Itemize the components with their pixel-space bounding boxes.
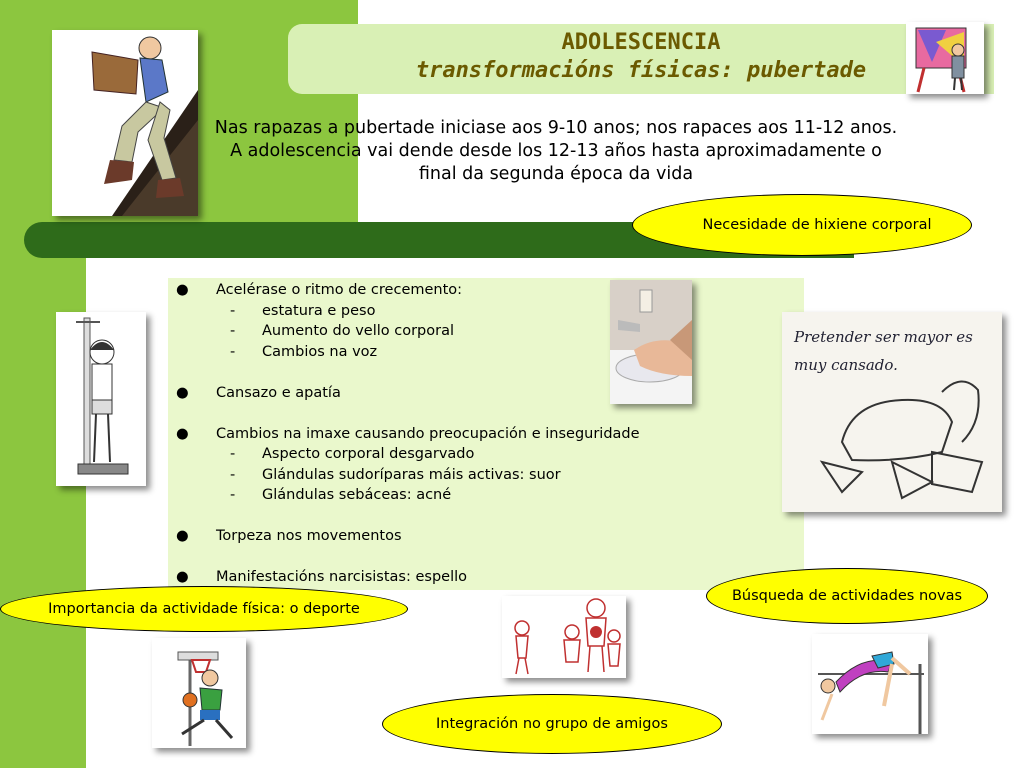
intro-line-3: final da segunda época da vida (418, 164, 694, 184)
high-jump-illustration (812, 634, 928, 734)
dash-icon: - (230, 467, 236, 483)
tired-drawing-image (782, 312, 1002, 512)
dash-icon: - (230, 303, 236, 319)
intro-text (196, 117, 916, 186)
tired-person-drawing (782, 312, 1002, 512)
drawing-caption-line1: Pretender ser mayor es (794, 328, 973, 346)
bullet-icon: ● (176, 385, 189, 401)
climber-illustration (52, 30, 198, 216)
bullet-icon: ● (176, 528, 189, 544)
handwashing-illustration (610, 280, 692, 404)
easel-illustration (906, 22, 984, 94)
basketball-player-illustration (152, 638, 246, 748)
basketball-image (152, 638, 246, 748)
height-measure-image (56, 312, 146, 486)
ellipse-activities: Búsqueda de actividades novas (706, 568, 988, 624)
page-subtitle: transformacións físicas: pubertade (415, 58, 867, 83)
handwashing-image (610, 280, 692, 404)
child-height-illustration (56, 312, 146, 486)
friends-group-image (502, 596, 626, 678)
dash-icon: - (230, 487, 236, 503)
ellipse-sport: Importancia da actividade física: o deporte (0, 586, 408, 632)
high-jump-image (812, 634, 928, 734)
ellipse-hygiene: Necesidade de hixiene corporal (632, 194, 972, 256)
bullet-icon: ● (176, 426, 189, 442)
bullet-icon: ● (176, 569, 189, 585)
drawing-caption-line2: muy cansado. (794, 356, 898, 374)
intro-line-2: A adolescencia vai dende desde los 12-13 años hasta aproximadamente o (230, 141, 882, 161)
climber-image (52, 30, 198, 216)
bullet-icon: ● (176, 282, 189, 298)
intro-line-1: Nas rapazas a pubertade iniciase aos 9-10 anos; nos rapaces aos 11-12 anos. (214, 118, 898, 138)
dash-icon: - (230, 323, 236, 339)
friends-group-illustration (502, 596, 626, 678)
easel-image (906, 22, 984, 94)
ellipse-friends: Integración no grupo de amigos (382, 694, 722, 754)
page-title: ADOLESCENCIA (561, 30, 721, 55)
dash-icon: - (230, 344, 236, 360)
dash-icon: - (230, 446, 236, 462)
